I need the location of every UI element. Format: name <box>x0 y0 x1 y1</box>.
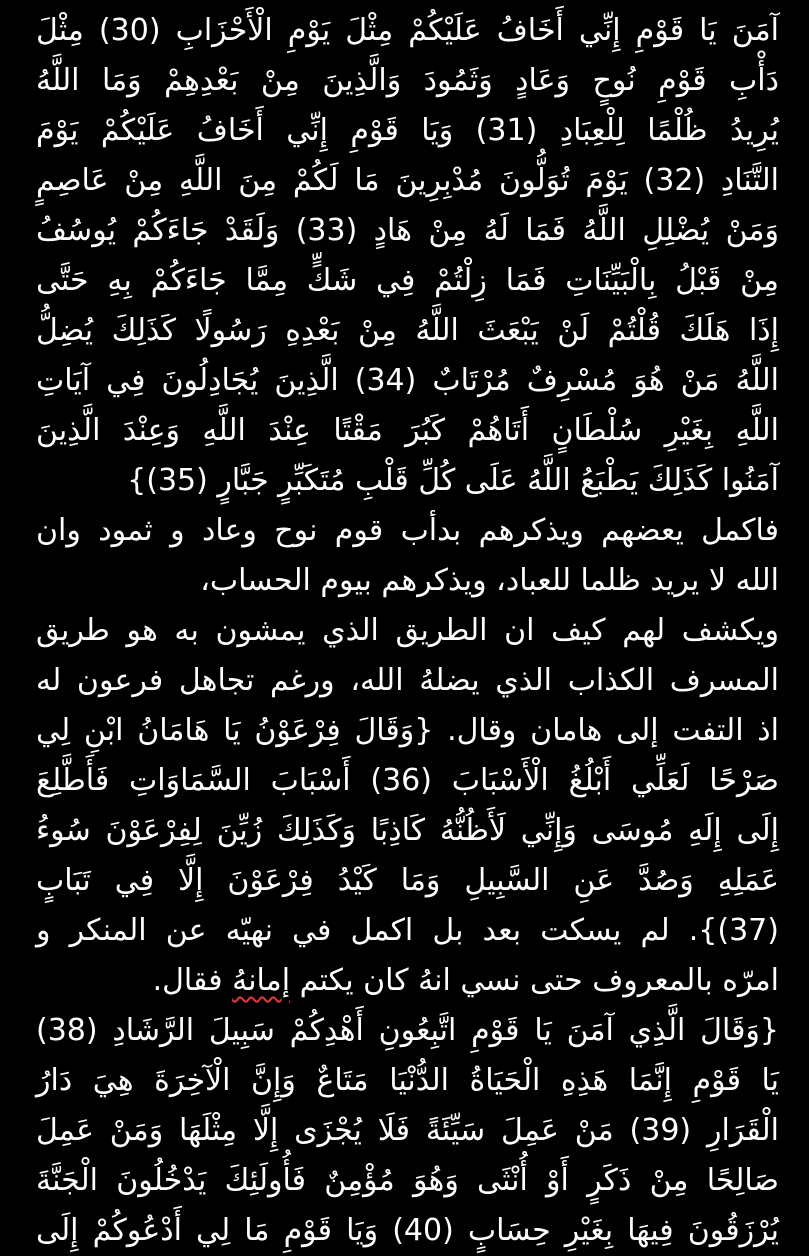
text-line: آمَنُوا كَذَلِكَ يَطْبَعُ اللَّهُ عَلَى كُلِّ قَلْبِ مُتَكَبِّرٍ جَبَّارٍ (35)} <box>127 463 779 498</box>
text-line: يَا قَوْمِ إِنَّمَا هَذِهِ الْحَيَاةُ الدُّنْيَا مَتَاعٌ وَإِنَّ الْآخِرَةَ هِيَ دَارُ <box>36 1063 779 1098</box>
text-line: (37)}. لم يسكت بعد بل اكمل في نهيّه عن المنكر و <box>36 913 779 948</box>
text-line: ويكشف لهم كيف ان الطريق الذي يمشون به هو طريق <box>36 613 779 648</box>
text-line: دَأْبِ قَوْمِ نُوحٍ وَعَادٍ وَثَمُودَ وَالَّذِينَ مِنْ بَعْدِهِمْ وَمَا اللَّهُ <box>36 63 779 98</box>
text-line: الله لا يريد ظلما للعباد، ويذكرهم بيوم الحساب، <box>200 563 779 598</box>
text-line: المسرف الكذاب الذي يضلهُ الله، ورغم تجاهل فرعون له <box>36 663 779 698</box>
text-line: عَمَلِهِ وَصُدَّ عَنِ السَّبِيلِ وَمَا كَيْدُ فِرْعَوْنَ إِلَّا فِي تَبَابٍ <box>36 863 779 898</box>
text-segment: امرّه بالمعروف حتى نسي انهُ كان يكتم <box>290 963 779 998</box>
text-line: فاكمل يعضهم ويذكرهم بدأب قوم نوح وعاد و ثمود وان <box>36 513 779 548</box>
text-line: إِلَى إِلَهِ مُوسَى وَإِنِّي لَأَظُنُّهُ كَاذِبًا وَكَذَلِكَ زُيِّنَ لِفِرْعَوْنَ سُوءُ <box>36 813 779 848</box>
text-line: صَالِحًا مِنْ ذَكَرٍ أَوْ أُنْثَى وَهُوَ مُؤْمِنٌ فَأُولَئِكَ يَدْخُلُونَ الْجَنَّةَ <box>36 1163 779 1198</box>
text-line: وَمَنْ يُضْلِلِ اللَّهُ فَمَا لَهُ مِنْ هَادٍ (33) وَلَقَدْ جَاءَكُمْ يُوسُفُ <box>36 213 779 248</box>
text-line: التَّنَادِ (32) يَوْمَ تُوَلُّونَ مُدْبِرِينَ مَا لَكُمْ مِنَ اللَّهِ مِنْ عَاصِمٍ <box>36 163 780 198</box>
misspelled-word[interactable]: إمانهُ <box>232 963 291 998</box>
text-line: مِنْ قَبْلُ بِالْبَيِّنَاتِ فَمَا زِلْتُمْ فِي شَكٍّ مِمَّا جَاءَكُمْ بِهِ حَتَّى <box>36 263 779 298</box>
text-line: اذ التفت إلى هامان وقال. {وَقَالَ فِرْعَوْنُ يَا هَامَانُ ابْنِ لِي <box>36 713 779 748</box>
text-line: إِذَا هَلَكَ قُلْتُمْ لَنْ يَبْعَثَ اللَّهُ مِنْ بَعْدِهِ رَسُولًا كَذَلِكَ يُضِلُّ <box>36 313 779 348</box>
text-line-spellcheck <box>36 956 779 1006</box>
text-line: يُرْزَقُونَ فِيهَا بِغَيْرِ حِسَابٍ (40) وَيَا قَوْمِ مَا لِي أَدْعُوكُمْ إِلَى <box>36 1213 779 1248</box>
text-line: صَرْحًا لَعَلِّي أَبْلُغُ الْأَسْبَابَ (36) أَسْبَابَ السَّمَاوَاتِ فَأَطَّلِعَ <box>36 763 780 798</box>
text-line: آمَنَ يَا قَوْمِ إِنِّي أَخَافُ عَلَيْكُمْ مِثْلَ يَوْمِ الْأَحْزَابِ (30) مِثْلَ <box>36 13 779 48</box>
text-line: اللَّهِ بِغَيْرِ سُلْطَانٍ أَتَاهُمْ كَبُرَ مَقْتًا عِنْدَ اللَّهِ وَعِنْدَ الَّذِينَ <box>36 413 779 448</box>
text-line: اللَّهُ مَنْ هُوَ مُسْرِفٌ مُرْتَابٌ (34) الَّذِينَ يُجَادِلُونَ فِي آيَاتِ <box>36 363 779 398</box>
text-segment: فقال. <box>152 963 233 998</box>
text-line: الْقَرَارِ (39) مَنْ عَمِلَ سَيِّئَةً فَلَا يُجْزَى إِلَّا مِثْلَهَا وَمَنْ عَمِلَ <box>36 1113 779 1148</box>
text-line: يُرِيدُ ظُلْمًا لِلْعِبَادِ (31) وَيَا قَوْمِ إِنِّي أَخَافُ عَلَيْكُمْ يَوْمَ <box>36 113 779 148</box>
text-line: {وَقَالَ الَّذِي آمَنَ يَا قَوْمِ اتَّبِعُونِ أَهْدِكُمْ سَبِيلَ الرَّشَادِ (38) <box>36 1013 779 1048</box>
